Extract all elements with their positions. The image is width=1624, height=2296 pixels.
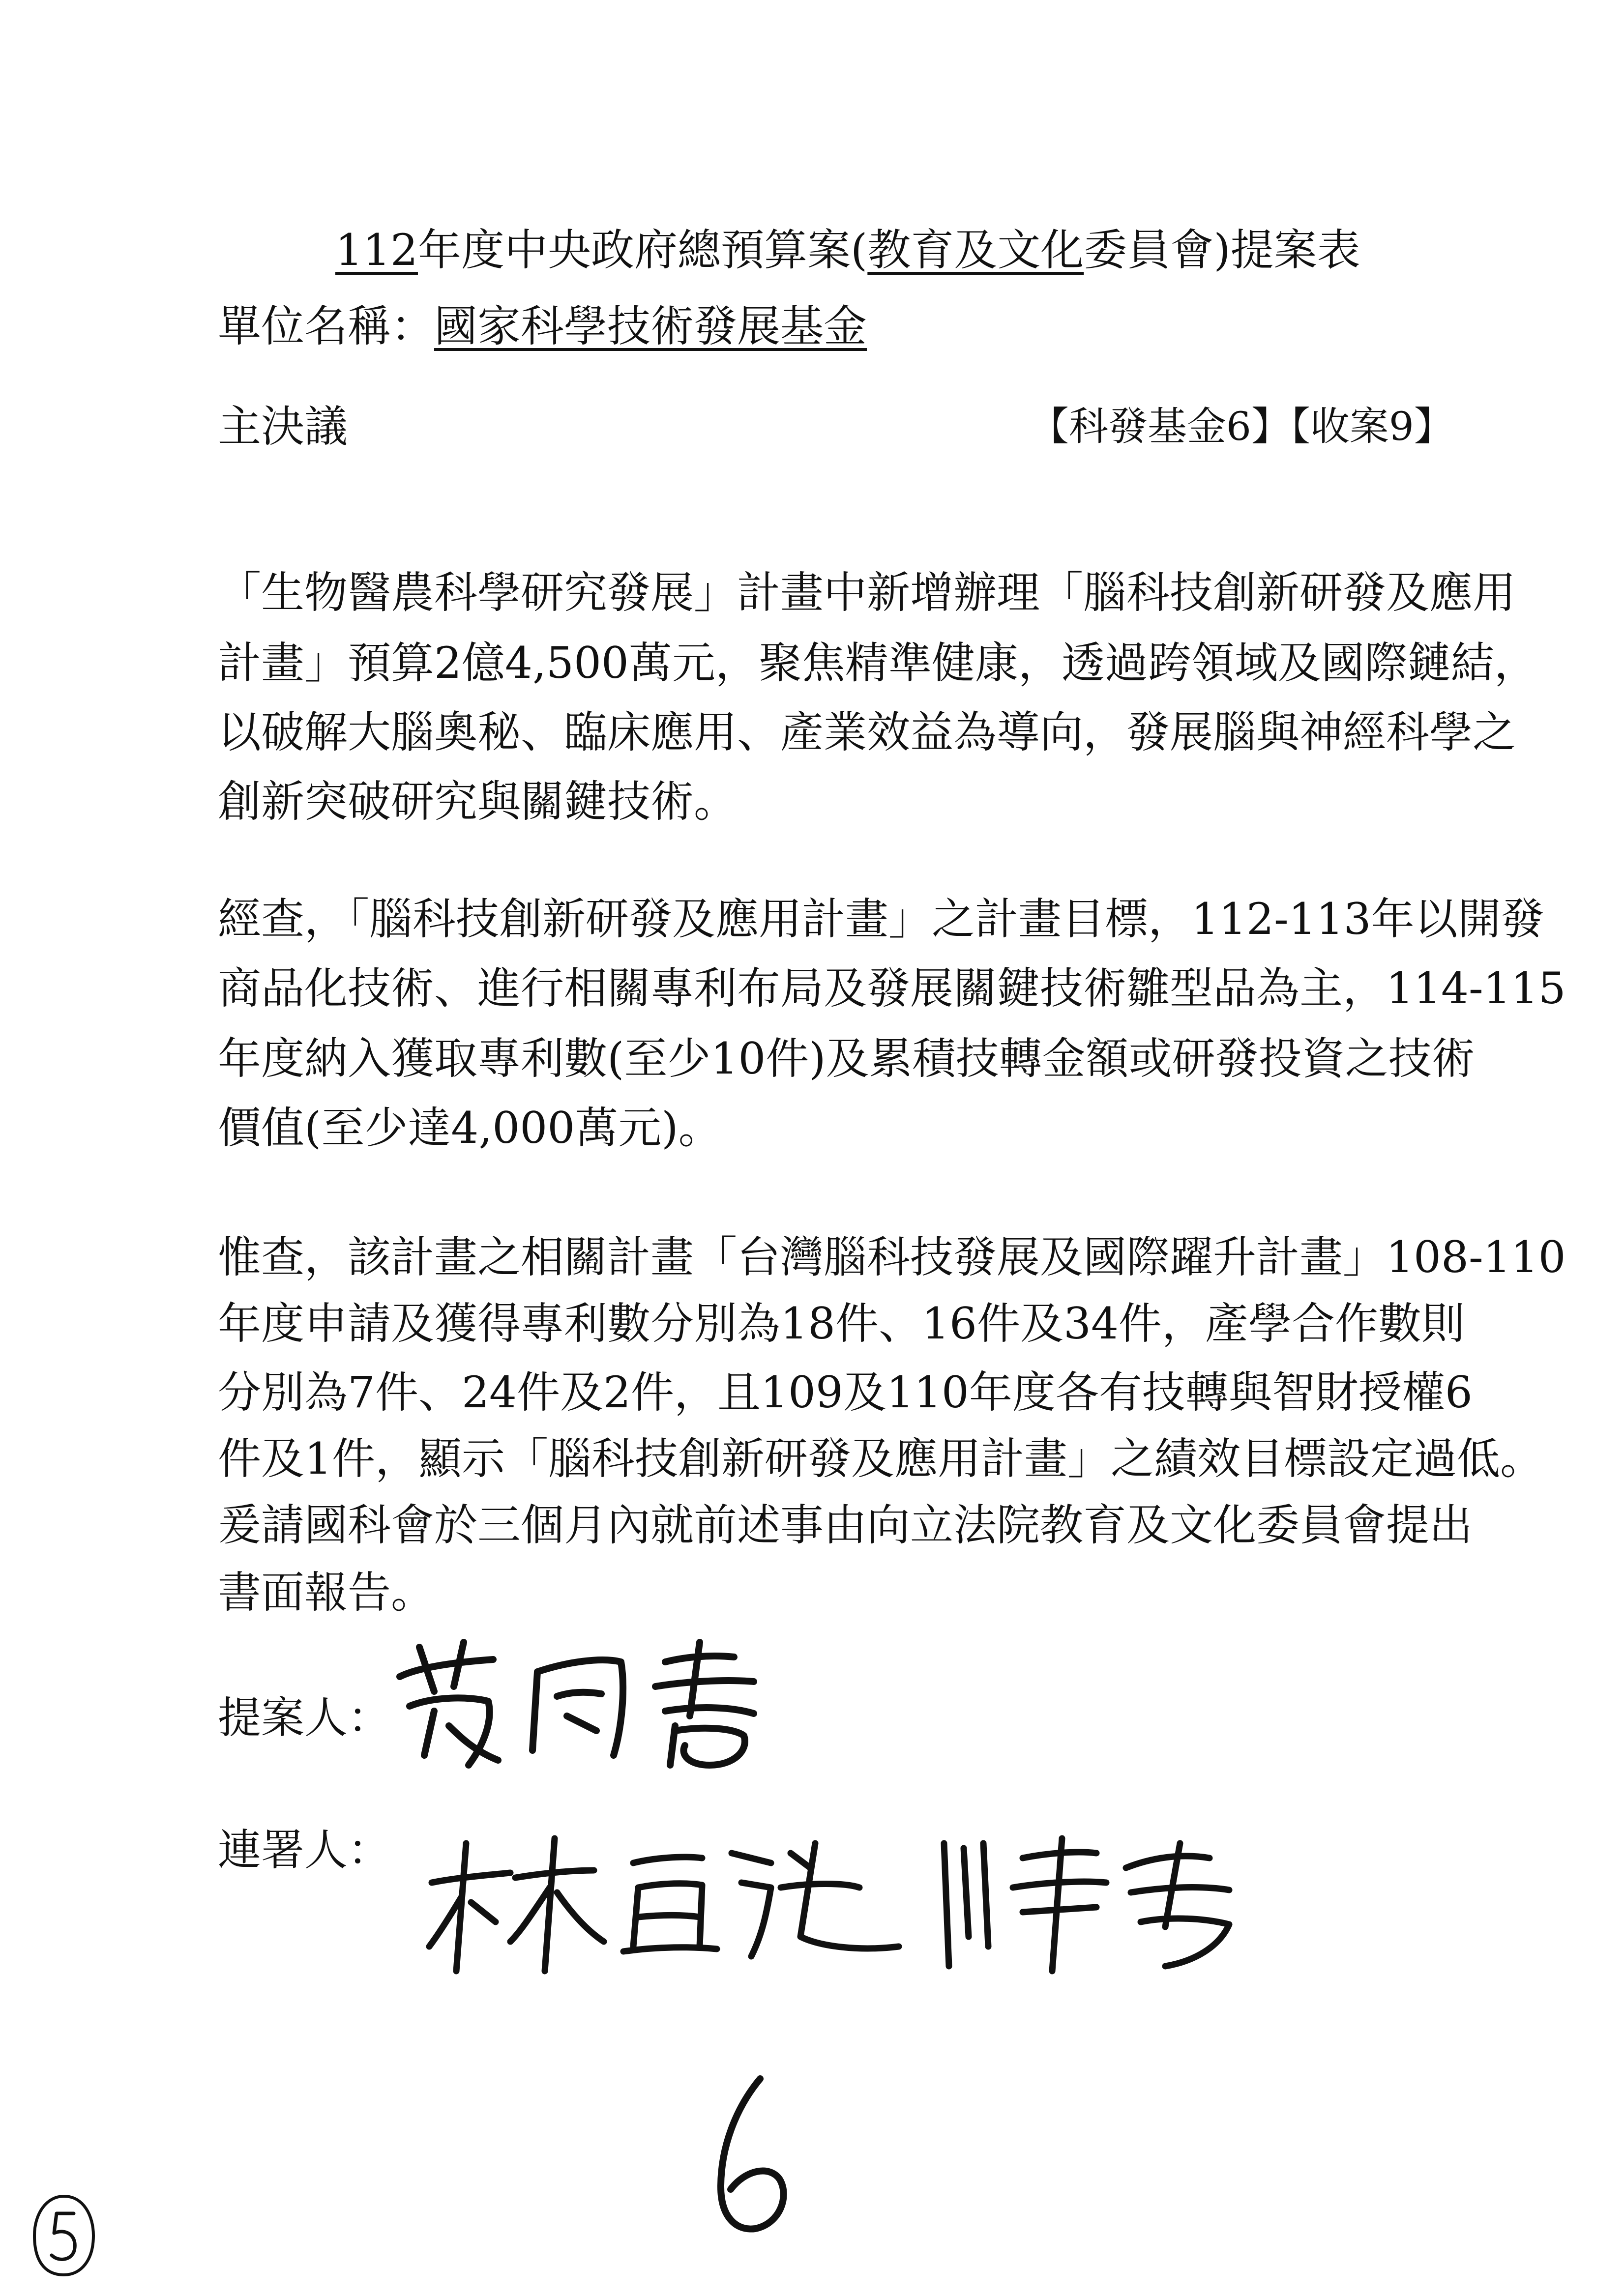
paragraph-2-line: 年度納入獲取專利數(至少10件)及累積技轉金額或研發投資之技術 (218, 1033, 1475, 1084)
paragraph-1-line: 「生物醫農科學研究發展」計畫中新增辦理「腦科技創新研發及應用 (218, 567, 1516, 618)
unit-label: 單位名稱： (218, 301, 435, 351)
paragraph-3-line: 分別為7件、24件及2件，且109及110年度各有技轉與智財授權6 (218, 1367, 1473, 1418)
resolution-tag: 【科發基金6】【收案9】 (1030, 404, 1453, 449)
cosigner-signature-2 (934, 1829, 1254, 1976)
paragraph-3-line: 爰請國科會於三個月內就前述事由向立法院教育及文化委員會提出 (218, 1500, 1473, 1550)
paragraph-1-line: 計畫」預算2億4,500萬元，聚焦精準健康，透過跨領域及國際鏈結， (218, 638, 1537, 688)
paragraph-2-line: 價值(至少達4,000萬元)。 (218, 1103, 722, 1153)
proposer-label: 提案人： (218, 1692, 391, 1743)
title-year: 112 (335, 225, 418, 275)
title-committee: 教育及文化 (867, 225, 1084, 275)
proposer-signature (390, 1632, 773, 1775)
unit-name-row (218, 302, 867, 351)
document-title (335, 226, 1360, 275)
page-stamp (30, 2191, 98, 2280)
resolution-label: 主決議 (218, 401, 348, 452)
paragraph-1-line: 創新突破研究與關鍵技術。 (218, 776, 738, 827)
paragraph-2-line: 商品化技術、進行相關專利布局及發展關鍵技術雛型品為主，114-115 (218, 963, 1566, 1014)
title-part1: 年度中央政府總預算案( (417, 225, 868, 275)
unit-name: 國家科學技術發展基金 (434, 301, 867, 351)
paragraph-3-line: 惟查，該計畫之相關計畫「台灣腦科技發展及國際躍升計畫」108-110 (218, 1232, 1566, 1282)
cosigner-signature-1 (427, 1824, 918, 1981)
cosigners-label: 連署人： (218, 1825, 391, 1875)
handwritten-number (706, 2074, 799, 2236)
paragraph-2-line: 經查，「腦科技創新研發及應用計畫」之計畫目標，112-113年以開發 (218, 894, 1544, 944)
paragraph-1-line: 以破解大腦奧秘、臨床應用、產業效益為導向，發展腦與神經科學之 (218, 707, 1516, 757)
paragraph-3-line: 書面報告。 (218, 1567, 435, 1618)
paragraph-3-line: 年度申請及獲得專利數分別為18件、16件及34件，產學合作數則 (218, 1298, 1465, 1349)
paragraph-3-line: 件及1件，顯示「腦科技創新研發及應用計畫」之績效目標設定過低。 (218, 1433, 1543, 1484)
title-part2: 委員會)提案表 (1084, 225, 1360, 275)
